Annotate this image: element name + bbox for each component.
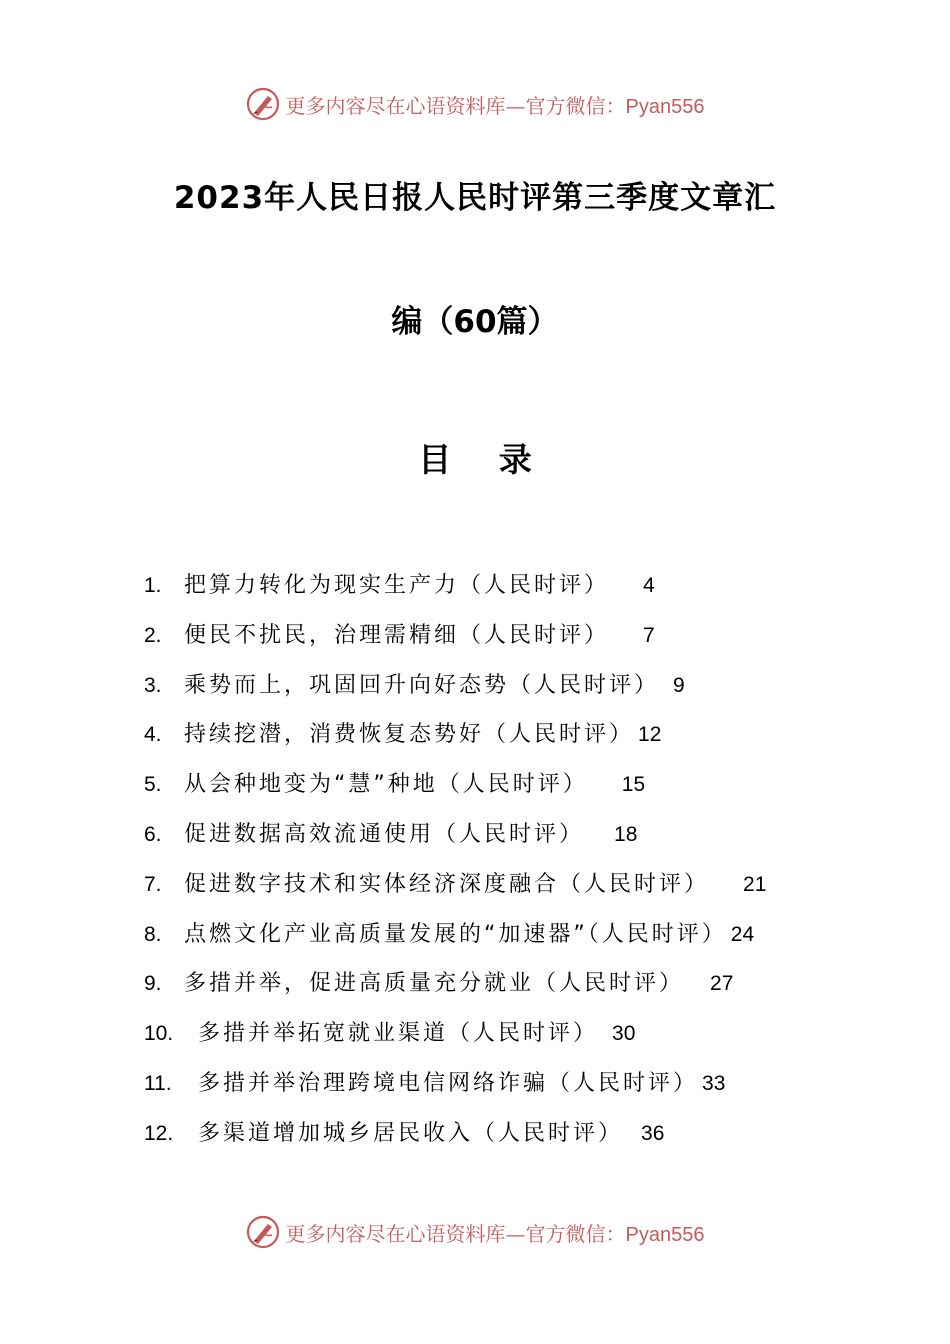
toc-item-title: 持续挖潜，消费恢复态势好（人民时评）: [184, 722, 635, 748]
toc-item-number: 9.: [144, 972, 162, 996]
toc-item-title: 乘势而上，巩固回升向好态势（人民时评）: [184, 672, 660, 698]
toc-item-title: 从会种地变为“慧”种地（人民时评）: [184, 772, 588, 798]
toc-item[interactable]: [144, 566, 844, 616]
toc-item[interactable]: [144, 715, 844, 765]
toc-item-number: 4.: [144, 723, 162, 747]
toc-item[interactable]: [144, 1064, 844, 1114]
toc-item-page: 27: [710, 972, 734, 996]
toc-item-page: 15: [621, 773, 646, 797]
watermark-text: 更多内容尽在心语资料库—官方微信：Pyan556: [285, 93, 705, 118]
toc-item[interactable]: [144, 915, 844, 965]
toc-item[interactable]: [144, 1014, 844, 1064]
toc-item-page: 9: [673, 673, 685, 697]
toc-item-page: 36: [641, 1121, 665, 1145]
toc-item-page: 21: [743, 872, 767, 896]
watermark-header: [0, 84, 950, 124]
pen-logo-icon: [246, 87, 280, 121]
watermark-footer: [0, 1212, 950, 1252]
toc-item[interactable]: [144, 616, 844, 666]
watermark-text: 更多内容尽在心语资料库—官方微信：Pyan556: [285, 1221, 705, 1246]
toc-item-page: 7: [643, 623, 655, 647]
toc-item-title: 多措并举拓宽就业渠道（人民时评）: [198, 1021, 599, 1047]
toc-item-number: 12.: [144, 1121, 174, 1145]
document-title-line1: 2023年人民日报人民时评第三季度文章汇: [173, 180, 777, 216]
toc-item-page: 4: [643, 574, 655, 597]
toc-item-title: 点燃文化产业高质量发展的“加速器”（人民时评）: [184, 921, 727, 947]
toc-item-title: 多渠道增加城乡居民收入（人民时评）: [198, 1120, 624, 1146]
toc-item-number: 5.: [144, 773, 162, 797]
toc-item-number: 3.: [144, 673, 162, 697]
toc-item-number: 7.: [144, 872, 162, 896]
toc-item[interactable]: [144, 865, 844, 915]
toc-item-title: 促进数字技术和实体经济深度融合（人民时评）: [184, 871, 710, 897]
toc-item-number: 11.: [144, 1071, 172, 1095]
toc-item-title: 多措并举，促进高质量充分就业（人民时评）: [184, 971, 685, 997]
toc-item-title: 便民不扰民，治理需精细（人民时评）: [184, 622, 610, 648]
toc-item-number: 2.: [144, 623, 162, 647]
toc-item-page: 24: [730, 922, 755, 946]
toc-item-title: 把算力转化为现实生产力（人民时评）: [184, 573, 610, 598]
toc-item-number: 8.: [144, 922, 162, 946]
toc-item[interactable]: [144, 666, 844, 716]
toc-item-number: 1.: [144, 574, 162, 597]
toc-item-title: 多措并举治理跨境电信网络诈骗（人民时评）: [198, 1070, 699, 1096]
toc-item-title: 促进数据高效流通使用（人民时评）: [184, 821, 585, 847]
toc-item-page: 12: [638, 723, 662, 747]
watermark-wechat-id: Pyan556: [625, 1223, 705, 1246]
toc-item-number: 10.: [144, 1022, 174, 1046]
toc-item-page: 30: [612, 1022, 636, 1046]
toc-item-page: 33: [702, 1071, 726, 1095]
toc-heading: 目 录: [418, 440, 550, 479]
document-title-line2: 编（60篇）: [391, 304, 559, 340]
toc-item-page: 18: [614, 822, 638, 846]
pen-logo-icon: [246, 1215, 280, 1249]
toc-item[interactable]: [144, 1114, 844, 1164]
toc-item[interactable]: [144, 815, 844, 865]
toc-item-number: 6.: [144, 822, 162, 846]
watermark-wechat-id: Pyan556: [625, 95, 705, 118]
table-of-contents: [144, 566, 844, 1164]
toc-item[interactable]: [144, 964, 844, 1014]
toc-item[interactable]: [144, 765, 844, 815]
